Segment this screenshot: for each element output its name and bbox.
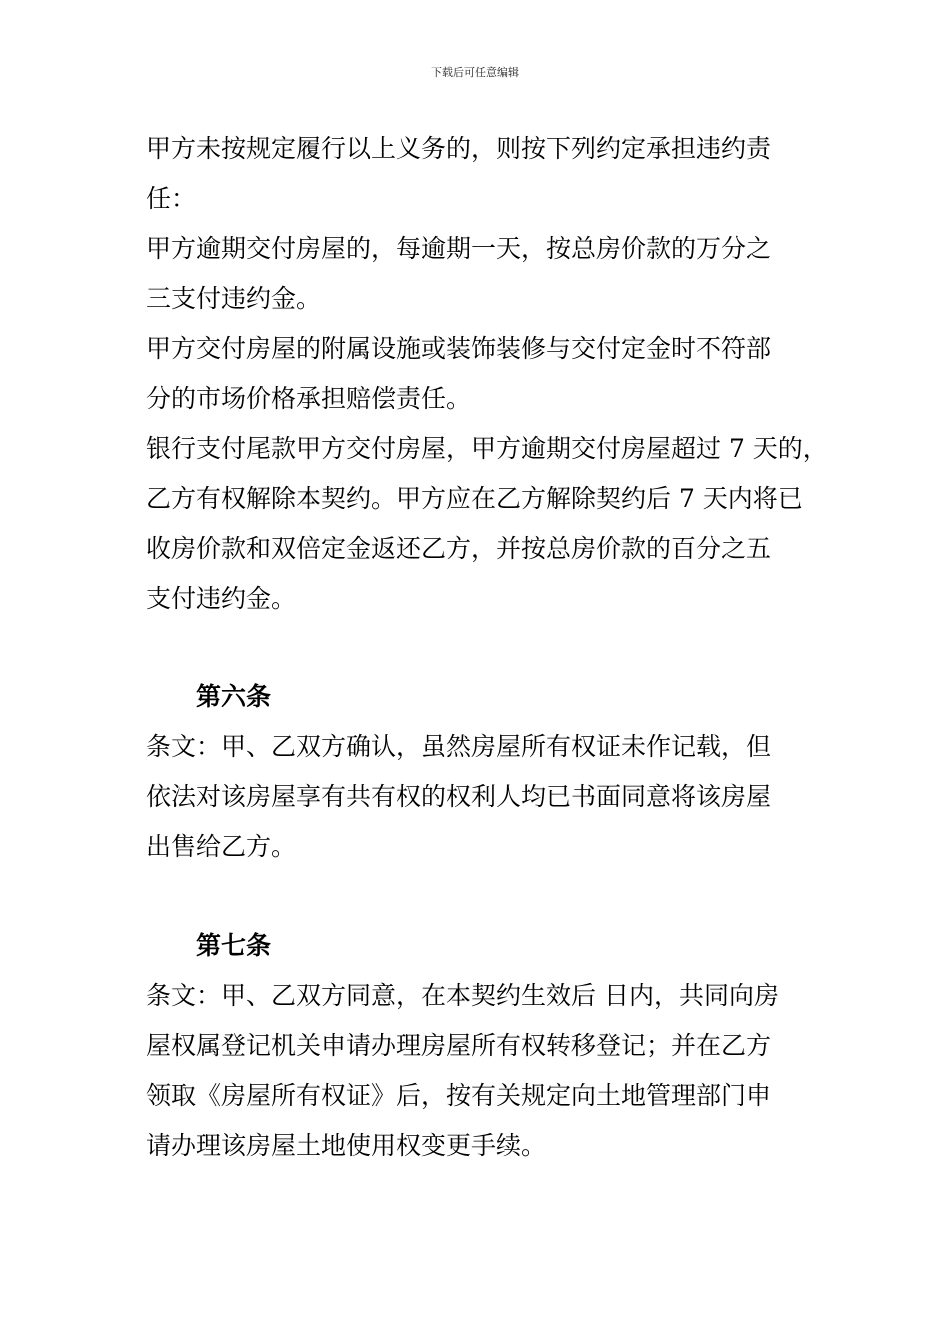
paragraph-line: 乙方有权解除本契约。甲方应在乙方解除契约后 7 天内将已 — [146, 484, 803, 513]
paragraph-line: 甲方逾期交付房屋的，每逾期一天，按总房价款的万分之 — [146, 234, 772, 263]
article-6-line: 依法对该房屋享有共有权的权利人均已书面同意将该房屋 — [146, 782, 772, 811]
paragraph-line: 任： — [146, 184, 197, 213]
article-7-line: 请办理该房屋土地使用权变更手续。 — [146, 1131, 547, 1160]
article-7-line: 领取《房屋所有权证》后，按有关规定向土地管理部门申 — [146, 1081, 772, 1110]
article-7-heading: 第七条 — [196, 931, 272, 960]
paragraph-line: 银行支付尾款甲方交付房屋，甲方逾期交付房屋超过 7 天的， — [146, 434, 828, 463]
article-6-line: 出售给乙方。 — [146, 832, 297, 861]
paragraph-line: 支付违约金。 — [146, 584, 297, 613]
paragraph-line: 甲方未按规定履行以上义务的，则按下列约定承担违约责 — [146, 134, 772, 163]
paragraph-line: 三支付违约金。 — [146, 284, 322, 313]
paragraph-line: 分的市场价格承担赔偿责任。 — [146, 384, 472, 413]
article-6-line: 条文：甲、乙双方确认，虽然房屋所有权证未作记载，但 — [146, 732, 772, 761]
article-7-line: 屋权属登记机关申请办理房屋所有权转移登记；并在乙方 — [146, 1031, 772, 1060]
article-7-line: 条文：甲、乙双方同意，在本契约生效后 日内，共同向房 — [146, 981, 779, 1010]
article-6-heading: 第六条 — [196, 682, 272, 711]
page-header: 下载后可任意编辑 — [431, 66, 519, 79]
paragraph-line: 收房价款和双倍定金返还乙方，并按总房价款的百分之五 — [146, 534, 772, 563]
paragraph-line: 甲方交付房屋的附属设施或装饰装修与交付定金时不符部 — [146, 334, 772, 363]
